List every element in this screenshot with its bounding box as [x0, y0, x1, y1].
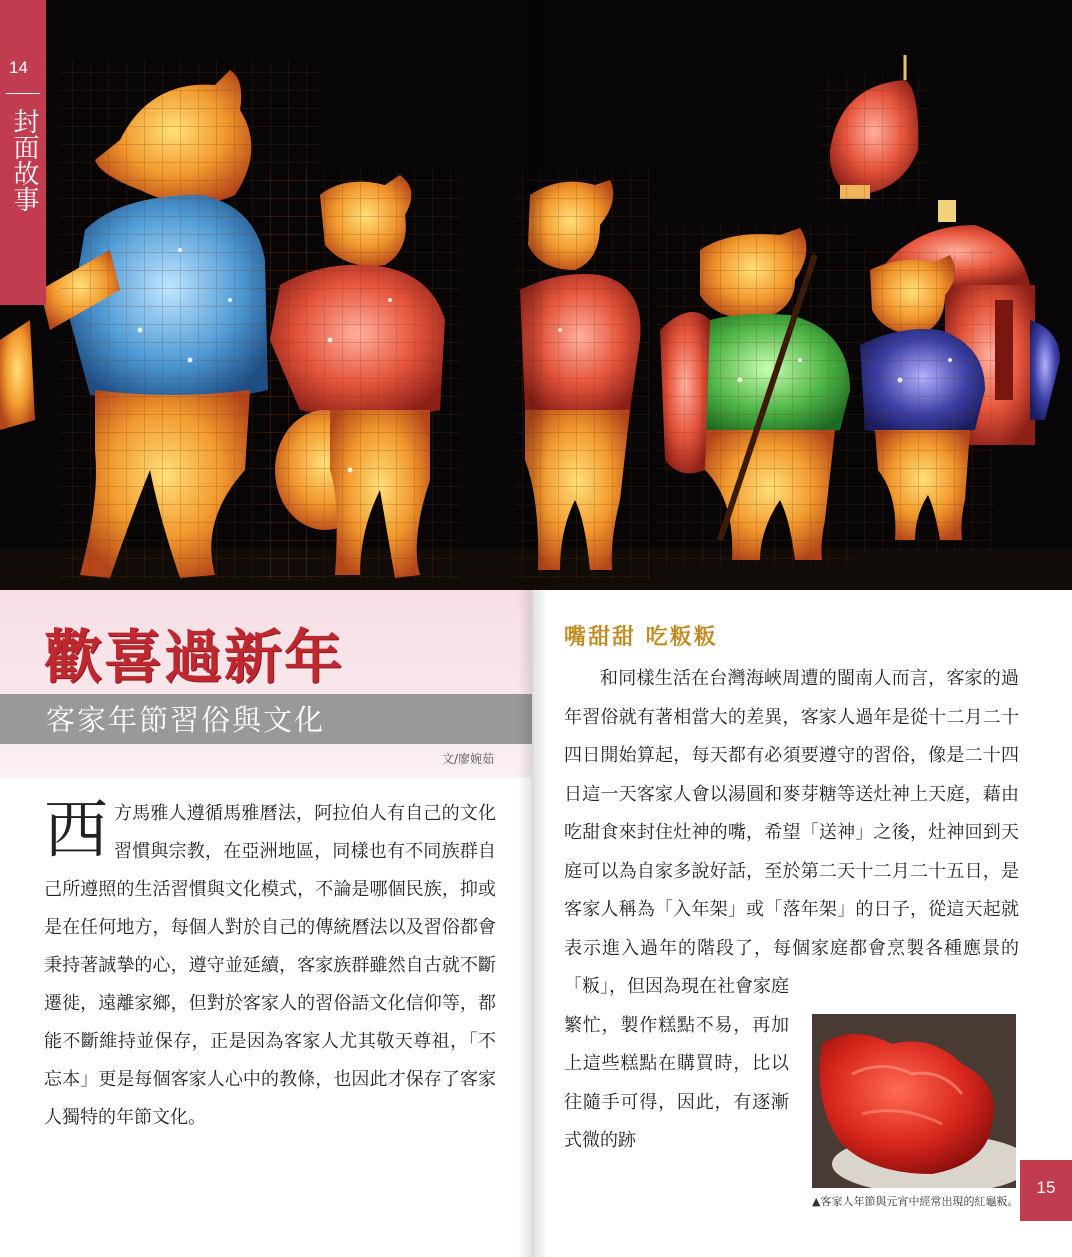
- intro-paragraph: [44, 795, 496, 1137]
- section-tab: [0, 0, 46, 305]
- author-credit: 文/廖婉茹: [441, 752, 494, 766]
- page-number-box: [1020, 1160, 1072, 1221]
- intro-text: 方馬雅人遵循馬雅曆法，阿拉伯人有自己的文化習慣與宗教，在亞洲地區，同樣也有不同族群自己所遵照的生活習慣與文化模式，不論是哪個民族，抑或是在任何地方，每個人對於自己的傳統曆法以及習俗都會秉持著誠摯的心，遵守並延續，客家族群雖然自古就不斷遷徙，遠離家鄉，但對於客家人的習俗語文化信仰等，都能不斷維持並保存，正是因為客家人尤其敬天尊祖，「不忘本」更是每個客家人心中的教條，也因此才保存了客家人獨特的年節文化。: [44, 803, 496, 1128]
- tab-divider: [6, 93, 40, 94]
- rat-lanterns-illustration: [0, 0, 1072, 590]
- page-number-left: 14: [9, 58, 28, 77]
- right-page: [532, 590, 1072, 1257]
- photo-caption: ▲客家人年節與元宵中經常出現的紅龜粄。: [812, 1195, 1019, 1208]
- red-turtle-cake-photo: [812, 1014, 1016, 1188]
- cake-illustration: [812, 1014, 1016, 1188]
- left-page: [0, 590, 532, 1257]
- article-title: 歡喜過新年: [44, 623, 345, 691]
- section-label: 封面故事: [9, 108, 39, 212]
- lantern-photo: [0, 0, 1072, 590]
- section-paragraph: 和同樣生活在台灣海峽周遭的閩南人而言，客家的過年習俗就有著相當大的差異，客家人過年是從十二月二十四日開始算起，每天都有必須要遵守的習俗，像是二十四日這一天客家人會以湯圓和麥芽糖等送灶神上天庭，藉由吃甜食來封住灶神的嘴，希望「送神」之後，灶神回到天庭可以為自家多說好話，至於第二天十二月二十五日，是客家人稱為「入年架」或「落年架」的日子，從這天起就表示進入過年的階段了，每個家庭都會烹製各種應景的「粄」，但因為現在社會家庭繁忙，製作糕點不易，再加上這些糕點在購買時，比以往隨手可得，因此，有逐漸式微的跡: [564, 668, 1019, 1151]
- section-heading: 嘴甜甜 吃粄粄: [564, 625, 718, 650]
- article-subtitle: 客家年節習俗與文化: [46, 703, 326, 737]
- page-number-right: 15: [1036, 1178, 1056, 1197]
- drop-cap: 西: [44, 794, 108, 868]
